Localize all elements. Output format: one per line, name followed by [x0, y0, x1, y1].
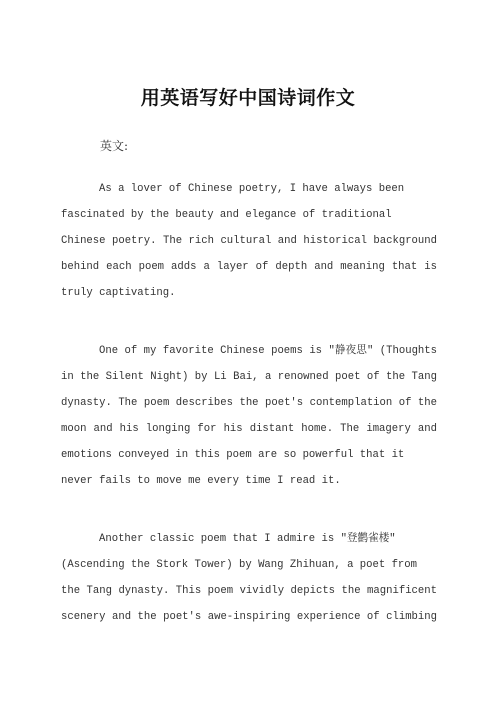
paragraph-line: fascinated by the beauty and elegance of traditional [61, 209, 392, 221]
paragraph-line: As a lover of Chinese poetry, I have always been [99, 183, 405, 195]
paragraph-3 [61, 526, 437, 630]
paragraph-line: never fails to move me every time I read it. [61, 475, 341, 487]
paragraph-line: Chinese poetry. The rich cultural and historical background [61, 235, 437, 247]
paragraph-line: One of my favorite Chinese poems is "静夜思" (Thoughts [99, 345, 437, 357]
paragraph-line: (Ascending the Stork Tower) by Wang Zhihuan, a poet from [61, 559, 418, 571]
paragraph-line: Another classic poem that I admire is "登鹳雀楼" [99, 533, 396, 545]
paragraph-line: behind each poem adds a layer of depth and meaning that is [61, 261, 437, 273]
paragraph-line: scenery and the poet's awe-inspiring experience of climbing [61, 611, 437, 623]
paragraph-line: in the Silent Night) by Li Bai, a renowned poet of the Tang [61, 371, 437, 383]
paragraph-line: the Tang dynasty. This poem vividly depicts the magnificent [61, 585, 437, 597]
page-title: 用英语写好中国诗词作文 [140, 87, 356, 109]
paragraph-2 [61, 338, 437, 494]
paragraph-1 [61, 176, 437, 306]
paragraph-line: truly captivating. [61, 287, 176, 299]
paragraph-line: emotions conveyed in this poem are so powerful that it [61, 449, 405, 461]
paragraph-line: moon and his longing for his distant home. The imagery and [61, 423, 437, 435]
paragraph-line: dynasty. The poem describes the poet's contemplation of the [61, 397, 437, 409]
section-label: 英文: [100, 139, 129, 153]
